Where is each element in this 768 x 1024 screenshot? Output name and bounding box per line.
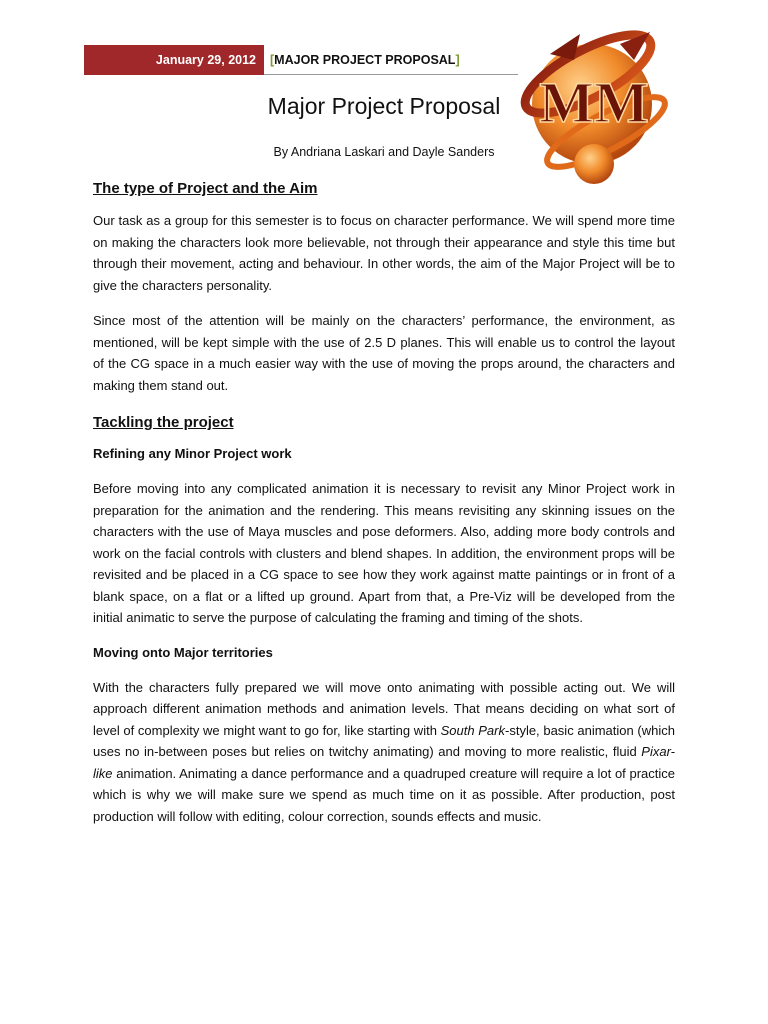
header-label-text: MAJOR PROJECT PROPOSAL <box>274 53 456 67</box>
section-heading-tackling: Tackling the project <box>93 414 234 431</box>
subheading-refining: Refining any Minor Project work <box>93 446 292 461</box>
header-rule <box>264 74 518 75</box>
page-title: Major Project Proposal <box>267 93 501 119</box>
paragraph-major-em-pixar: Pixar-like <box>93 744 675 781</box>
paragraph-major <box>93 677 675 828</box>
header-label <box>270 45 460 75</box>
document-body <box>93 178 675 827</box>
paragraph-aim-1: Our task as a group for this semester is to focus on character performance. We will spend more time on making the characters look more believable, not through their appearance and style this time but through their movement, acting and behaviour. In other words, the aim of the Major Project will be to give the characters personality. <box>93 213 675 293</box>
header-bracket-close: ] <box>455 53 460 67</box>
paragraph-aim-2: Since most of the attention will be mainly on the characters’ performance, the environment, as mentioned, will be kept simple with the use of 2.5 D planes. This will enable us to control the layout of the CG space in a much easier way with the use of moving the props around, the characters and making them stand out. <box>93 313 675 393</box>
logo-text: MM <box>539 70 649 135</box>
section-heading-aim: The type of Project and the Aim <box>93 180 318 197</box>
paragraph-refining: Before moving into any complicated animation it is necessary to revisit any Minor Project work in preparation for the animation and the rendering. This means revisiting any skinning issues on the characters with the use of Maya muscles and pose deformers. Also, adding more body controls and work on the facial controls with clusters and blend shapes. In addition, the environment props will be revisited and be placed in a CG space to see how they work against matte paintings or in front of a blank space, on a flat or a lifted up ground. Apart from that, a Pre-Viz will be developed from the initial animatic to serve the purpose of calculating the framing and timing of the shots. <box>93 481 675 625</box>
header-date: January 29, 2012 <box>155 53 256 67</box>
header-bracket-open: [ <box>270 53 275 67</box>
paragraph-major-em-south-park: South Park <box>440 722 505 738</box>
subheading-major: Moving onto Major territories <box>93 644 273 660</box>
authors: By Andriana Laskari and Dayle Sanders <box>273 145 495 159</box>
paragraph-major-b: -style, basic animation (which uses no in-between poses but relies on twitchy animating) and moving to more realistic, fluid <box>93 722 675 759</box>
paragraph-major-c: animation. Animating a dance performance and a quadruped creature will require a lot of practice which is why we will make sure we spend as much time on it as possible. After production, post production will follow with editing, colour correction, sounds effects and music. <box>93 765 675 824</box>
paragraph-major-a: With the characters fully prepared we will move onto animating with possible acting out. We will approach different animation methods and animation levels. That means deciding on what sort of level of complexity we might want to go for, like starting with <box>93 679 675 738</box>
